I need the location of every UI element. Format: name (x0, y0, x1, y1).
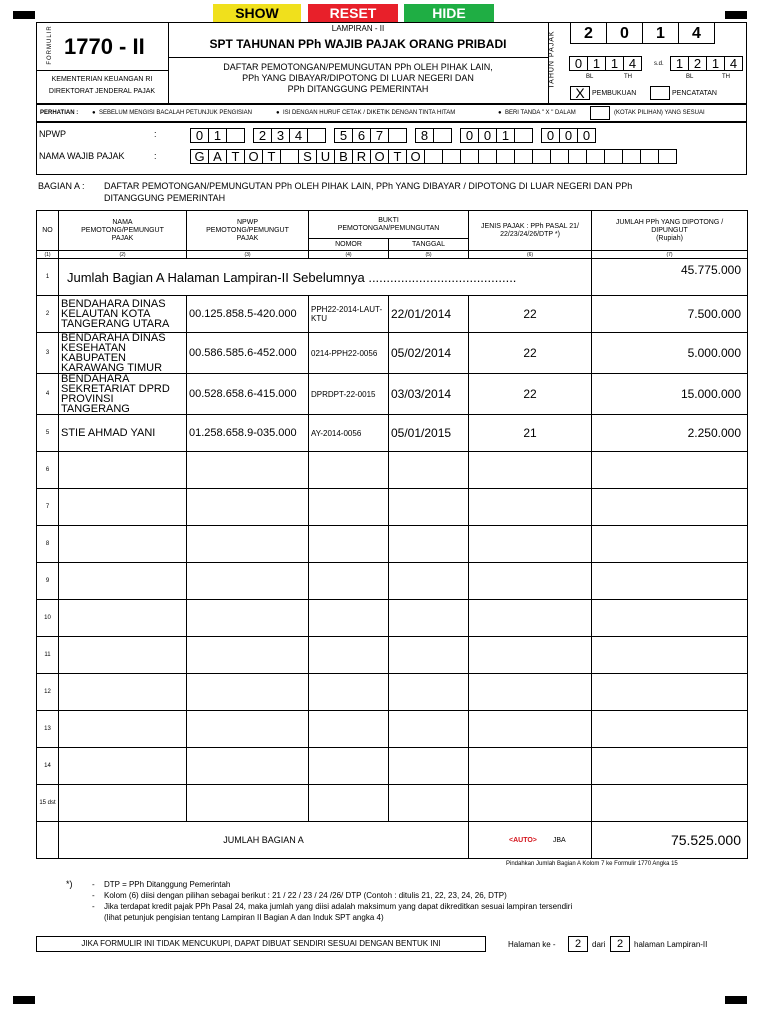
table-header-row (37, 211, 748, 239)
reset-button[interactable]: RESET (308, 4, 398, 22)
npwp-digit[interactable]: 4 (289, 128, 308, 143)
nama-char[interactable]: O (406, 149, 425, 164)
ministry-line1: KEMENTERIAN KEUANGAN RI (51, 76, 153, 83)
nama-char[interactable]: A (208, 149, 227, 164)
table-row (37, 333, 748, 374)
npwp-digit[interactable]: 1 (208, 128, 227, 143)
row-nama[interactable] (59, 711, 187, 748)
nama-char[interactable]: T (388, 149, 407, 164)
npwp-digit[interactable] (388, 128, 407, 143)
row-no: 12 (37, 674, 59, 711)
formulir-label: FORMULIR (47, 25, 53, 65)
row-nomor[interactable] (309, 785, 389, 822)
nama-char-boxes (190, 149, 676, 164)
header-jumlah (592, 211, 748, 251)
registration-mark-top-left (13, 11, 35, 19)
perhatian-item2: ● ISI DENGAN HURUF CETAK / DIKETIK DENGAN TINTA HITAM (276, 110, 456, 116)
registration-mark-bottom-left (13, 996, 35, 1004)
show-button[interactable]: SHOW (213, 4, 301, 22)
table-row (37, 674, 748, 711)
total-label: JUMLAH BAGIAN A (59, 822, 469, 859)
row-jenis[interactable] (469, 637, 592, 674)
nama-char[interactable] (550, 149, 569, 164)
jba-label: JBA (552, 836, 566, 844)
row-tanggal[interactable]: 05/01/2015 (389, 415, 469, 452)
footer-note-box: JIKA FORMULIR INI TIDAK MENCUKUPI, DAPAT DIBUAT SENDIRI SESUAI DENGAN BENTUK INI (36, 936, 486, 952)
pencatatan-checkbox[interactable] (650, 86, 670, 100)
perhatian-item2-text: ISI DENGAN HURUF CETAK / DIKETIK DENGAN TINTA HITAM (282, 110, 456, 116)
row-jumlah[interactable] (592, 748, 748, 785)
row-jenis[interactable] (469, 711, 592, 748)
perhatian-item3-text: BERI TANDA " X " DALAM (504, 110, 576, 116)
npwp-digit[interactable]: 8 (415, 128, 434, 143)
row-npwp[interactable] (187, 489, 309, 526)
header-jumlah-unit: (Rupiah) (656, 234, 683, 242)
nama-char[interactable] (640, 149, 659, 164)
bl-label-to: BL (686, 74, 694, 80)
row-npwp[interactable]: 01.258.658.9-035.000 (187, 415, 309, 452)
row-tanggal[interactable] (389, 526, 469, 563)
npwp-digit[interactable]: 2 (253, 128, 272, 143)
row-jenis[interactable] (469, 452, 592, 489)
row-no: 7 (37, 489, 59, 526)
notes-star: *) (66, 879, 73, 889)
row-nomor[interactable]: AY-2014-0056 (309, 415, 389, 452)
nama-char[interactable] (424, 149, 443, 164)
note-dash: - (92, 880, 95, 889)
row-no: 2 (37, 296, 59, 333)
note-dtp: DTP = PPh Ditanggung Pemerintah (104, 880, 231, 889)
row-tanggal[interactable] (389, 748, 469, 785)
perhatian-sample-box (590, 106, 610, 120)
row-jenis[interactable] (469, 785, 592, 822)
row-tanggal[interactable]: 03/03/2014 (389, 374, 469, 415)
row-tanggal[interactable] (389, 674, 469, 711)
row-jumlah[interactable] (592, 489, 748, 526)
table-body (37, 296, 748, 822)
registration-mark-top-right (725, 11, 747, 19)
bl-label-from: BL (586, 74, 594, 80)
page-title: SPT TAHUNAN PPh WAJIB PAJAK ORANG PRIBADI (209, 37, 507, 51)
table-row (37, 711, 748, 748)
total-amount[interactable]: 75.525.000 (592, 822, 748, 859)
row-nomor[interactable] (309, 489, 389, 526)
row-jenis[interactable] (469, 526, 592, 563)
nama-colon: : (154, 151, 157, 161)
header-tanggal: TANGGAL (389, 239, 469, 251)
table-row (37, 489, 748, 526)
row-nomor[interactable] (309, 711, 389, 748)
row-npwp[interactable] (187, 748, 309, 785)
npwp-digit[interactable]: 1 (496, 128, 515, 143)
row-nama[interactable] (59, 489, 187, 526)
row-no: 11 (37, 637, 59, 674)
table-row-previous-total (37, 259, 748, 296)
perhatian-label: PERHATIAN : (40, 110, 79, 116)
bagian-a-desc-line2: DITANGGUNG PEMERINTAH (104, 193, 226, 203)
perhatian-item4: (KOTAK PILIHAN) YANG SESUAI (614, 110, 705, 116)
period-from-digits (569, 56, 641, 71)
row-nama[interactable] (59, 563, 187, 600)
table-row (37, 415, 748, 452)
header-npwp: NPWP PEMOTONG/PEMUNGUT PAJAK (187, 211, 309, 251)
header-jumlah-text: JUMLAH PPh YANG DIPOTONG / DIPUNGUT (615, 218, 724, 234)
note-kredit-line2: (lihat petunjuk pengisian tentang Lampiran II Bagian A dan Induk SPT angka 4) (104, 913, 384, 922)
nama-char[interactable]: O (370, 149, 389, 164)
table-row (37, 452, 748, 489)
period-digit[interactable]: 2 (688, 56, 707, 71)
halaman-lampiran-label: halaman Lampiran-II (634, 940, 708, 949)
row-no: 13 (37, 711, 59, 748)
row-nomor[interactable]: 0214-PPH22-0056 (309, 333, 389, 374)
lampiran-label: LAMPIRAN - II (331, 24, 385, 33)
table-row (37, 296, 748, 333)
npwp-digit[interactable] (433, 128, 452, 143)
npwp-digit-boxes (190, 128, 595, 143)
subtitle-line1: DAFTAR PEMOTONGAN/PEMUNGUTAN PPh OLEH PIHAK LAIN, (223, 62, 493, 72)
period-separator: s.d. (654, 61, 664, 67)
header-no: NO (37, 211, 59, 251)
npwp-digit[interactable] (514, 128, 533, 143)
row-nama[interactable] (59, 748, 187, 785)
row-no: 5 (37, 415, 59, 452)
row-no: 3 (37, 333, 59, 374)
row-jumlah[interactable]: 2.250.000 (592, 415, 748, 452)
row-tanggal[interactable] (389, 489, 469, 526)
header-jenis: JENIS PAJAK : PPh PASAL 21/ 22/23/24/26/DTP *) (469, 211, 592, 251)
row-tanggal[interactable] (389, 563, 469, 600)
period-to-digits (670, 56, 742, 71)
bagian-a-label: BAGIAN A : (38, 181, 85, 191)
header-nama: NAMA PEMOTONG/PEMUNGUT PAJAK (59, 211, 187, 251)
header-bukti: BUKTI PEMOTONGAN/PEMUNGUTAN (309, 211, 469, 239)
row-npwp[interactable] (187, 785, 309, 822)
col-num: (4) (309, 251, 389, 259)
row-jumlah[interactable]: 7.500.000 (592, 296, 748, 333)
period-digit[interactable]: 4 (724, 56, 743, 71)
col-num: (6) (469, 251, 592, 259)
bagian-a-desc-line1: DAFTAR PEMOTONGAN/PEMUNGUTAN PPh OLEH PIHAK LAIN, PPh YANG DIBAYAR / DIPOTONG DI LUAR NEGERI DAN PPh (104, 181, 633, 191)
period-digit[interactable]: 1 (706, 56, 725, 71)
tahun-digit[interactable]: 2 (570, 22, 607, 44)
nama-char[interactable] (604, 149, 623, 164)
row-nomor[interactable] (309, 748, 389, 785)
nama-char[interactable]: B (334, 149, 353, 164)
auto-label[interactable]: <AUTO> (509, 836, 537, 844)
tahun-digit[interactable]: 4 (678, 22, 715, 44)
nama-char[interactable]: T (226, 149, 245, 164)
nama-char[interactable] (280, 149, 299, 164)
nama-char[interactable] (622, 149, 641, 164)
row-nama[interactable]: BENDAHARA SEKRETARIAT DPRD PROVINSI TANGERANG (59, 374, 187, 415)
row-nama[interactable]: BENDAHARA DINAS KELAUTAN KOTA TANGERANG UTARA (59, 296, 187, 333)
row-jenis[interactable] (469, 674, 592, 711)
nama-char[interactable] (658, 149, 677, 164)
perhatian-item1-text: SEBELUM MENGISI BACALAH PETUNJUK PENGISIAN (98, 110, 253, 116)
npwp-digit[interactable]: 7 (370, 128, 389, 143)
table-row (37, 563, 748, 600)
col-num: (1) (37, 251, 59, 259)
row-jumlah[interactable] (592, 452, 748, 489)
nama-char[interactable] (442, 149, 461, 164)
row-jumlah[interactable] (592, 637, 748, 674)
nama-char[interactable] (532, 149, 551, 164)
row-no: 15 dst (37, 785, 59, 822)
row-jumlah[interactable] (592, 711, 748, 748)
row-jenis[interactable] (469, 600, 592, 637)
nama-char[interactable] (460, 149, 479, 164)
nama-char[interactable] (496, 149, 515, 164)
total-no-cell (37, 822, 59, 859)
npwp-digit[interactable]: 0 (541, 128, 560, 143)
period-digit[interactable]: 1 (605, 56, 624, 71)
perhatian-item3: ● BERI TANDA " X " DALAM (498, 110, 576, 116)
nama-char[interactable] (568, 149, 587, 164)
row-jumlah[interactable] (592, 600, 748, 637)
header-nomor: NOMOR (309, 239, 389, 251)
row-npwp[interactable] (187, 711, 309, 748)
row-jenis[interactable]: 22 (469, 333, 592, 374)
row-tanggal[interactable] (389, 452, 469, 489)
npwp-digit[interactable]: 0 (460, 128, 479, 143)
nama-char[interactable]: R (352, 149, 371, 164)
row-npwp[interactable] (187, 563, 309, 600)
hide-button[interactable]: HIDE (404, 4, 494, 22)
row-no: 9 (37, 563, 59, 600)
row-jenis[interactable]: 21 (469, 415, 592, 452)
row-nama[interactable]: BENDARAHA DINAS KESEHATAN KABUPATEN KARAWANG TIMUR (59, 333, 187, 374)
halaman-ke-label: Halaman ke - (508, 940, 556, 949)
total-pages-box[interactable]: 2 (610, 936, 630, 952)
nama-char[interactable]: T (262, 149, 281, 164)
note-kolom: Kolom (6) diisi dengan pilihan sebagai berikut : 21 / 22 / 23 / 24 /26/ DTP (Contoh : ditulis 21, 22, 23, 24, 26, DTP) (104, 891, 507, 900)
row-npwp[interactable] (187, 600, 309, 637)
page-number-box[interactable]: 2 (568, 936, 588, 952)
nama-char[interactable]: S (298, 149, 317, 164)
period-digit[interactable]: 1 (670, 56, 689, 71)
nama-char[interactable]: U (316, 149, 335, 164)
row-jumlah[interactable]: 15.000.000 (592, 374, 748, 415)
row-nama[interactable] (59, 785, 187, 822)
npwp-digit[interactable]: 3 (271, 128, 290, 143)
col-num: (5) (389, 251, 469, 259)
row-jumlah[interactable] (592, 674, 748, 711)
row-npwp[interactable]: 00.125.858.5-420.000 (187, 296, 309, 333)
row-nama[interactable] (59, 526, 187, 563)
row-nomor[interactable] (309, 526, 389, 563)
row-nama[interactable] (59, 600, 187, 637)
row-npwp[interactable]: 00.586.585.6-452.000 (187, 333, 309, 374)
row-nama[interactable] (59, 674, 187, 711)
row-npwp[interactable]: 00.528.658.6-415.000 (187, 374, 309, 415)
row-tanggal[interactable] (389, 785, 469, 822)
th-label-from: TH (624, 74, 632, 80)
row-nomor[interactable] (309, 637, 389, 674)
row-jenis[interactable] (469, 489, 592, 526)
tahun-pajak-label: TAHUN PAJAK (548, 30, 556, 89)
subtitle-line2: PPh YANG DIBAYAR/DIPOTONG DI LUAR NEGERI DAN (242, 73, 474, 83)
period-digit[interactable]: 4 (623, 56, 642, 71)
row-nomor[interactable] (309, 674, 389, 711)
total-auto-cell (469, 822, 592, 859)
pindahkan-note: Pindahkan Jumlah Bagian A Kolom 7 ke Formulir 1770 Angka 15 (506, 861, 678, 867)
row-tanggal[interactable] (389, 637, 469, 674)
nama-char[interactable] (514, 149, 533, 164)
period-digit[interactable]: 1 (587, 56, 606, 71)
table-row (37, 600, 748, 637)
row-nomor[interactable]: DPRDPT-22-0015 (309, 374, 389, 415)
row-no: 14 (37, 748, 59, 785)
npwp-digit[interactable]: 0 (190, 128, 209, 143)
row-jumlah[interactable] (592, 785, 748, 822)
npwp-digit[interactable] (226, 128, 245, 143)
table-row (37, 526, 748, 563)
col-num: (3) (187, 251, 309, 259)
row-nama[interactable]: STIE AHMAD YANI (59, 415, 187, 452)
form-number: 1770 - II (64, 34, 145, 59)
tahun-pajak-digits (570, 22, 714, 44)
row-jenis[interactable] (469, 748, 592, 785)
note-kredit-line1: Jika terdapat kredit pajak PPh Pasal 24, maka jumlah yang diisi adalah maksimum yang dapat dikreditkan sesuai lampiran tersendiri (104, 902, 573, 911)
pembukuan-label: PEMBUKUAN (592, 90, 637, 97)
tahun-digit[interactable]: 1 (642, 22, 679, 44)
row-jenis[interactable] (469, 563, 592, 600)
npwp-digit[interactable]: 0 (577, 128, 596, 143)
ministry-line2: DIREKTORAT JENDERAL PAJAK (48, 88, 156, 95)
npwp-digit[interactable]: 6 (352, 128, 371, 143)
col-num: (2) (59, 251, 187, 259)
header-hline-mid (168, 57, 548, 58)
previous-total-amount[interactable]: 45.775.000 (592, 259, 748, 296)
dari-label: dari (592, 940, 606, 949)
row-jumlah[interactable]: 5.000.000 (592, 333, 748, 374)
npwp-digit[interactable]: 5 (334, 128, 353, 143)
npwp-digit[interactable]: 0 (478, 128, 497, 143)
row-tanggal[interactable]: 22/01/2014 (389, 296, 469, 333)
npwp-digit[interactable] (307, 128, 326, 143)
row-npwp[interactable] (187, 452, 309, 489)
note-dash: - (92, 891, 95, 900)
nama-char[interactable] (478, 149, 497, 164)
row-tanggal[interactable] (389, 711, 469, 748)
row-nama[interactable] (59, 452, 187, 489)
row-no: 4 (37, 374, 59, 415)
row-npwp[interactable] (187, 674, 309, 711)
row-npwp[interactable] (187, 526, 309, 563)
row-no: 1 (37, 259, 59, 296)
nama-char[interactable]: G (190, 149, 209, 164)
note-dash: - (92, 902, 95, 911)
row-no: 8 (37, 526, 59, 563)
table-row (37, 785, 748, 822)
previous-total-label: Jumlah Bagian A Halaman Lampiran-II Sebelumnya ......................................... (59, 259, 592, 296)
subtitle-line3: PPh DITANGGUNG PEMERINTAH (287, 84, 429, 94)
row-no: 6 (37, 452, 59, 489)
header-hline-left (36, 70, 168, 71)
nama-char[interactable] (586, 149, 605, 164)
table-row (37, 748, 748, 785)
npwp-digit[interactable]: 0 (559, 128, 578, 143)
row-npwp[interactable] (187, 637, 309, 674)
bagian-a-table (36, 210, 748, 859)
row-nama[interactable] (59, 637, 187, 674)
row-nomor[interactable]: PPH22-2014-LAUT-KTU (309, 296, 389, 333)
registration-mark-bottom-right (725, 996, 747, 1004)
table-total-row (37, 822, 748, 859)
row-jumlah[interactable] (592, 526, 748, 563)
perhatian-item1: ● SEBELUM MENGISI BACALAH PETUNJUK PENGISIAN (92, 110, 253, 116)
row-jenis[interactable]: 22 (469, 296, 592, 333)
row-tanggal[interactable] (389, 600, 469, 637)
table-row (37, 374, 748, 415)
tahun-digit[interactable]: 0 (606, 22, 643, 44)
npwp-label: NPWP (39, 129, 66, 139)
row-jumlah[interactable] (592, 563, 748, 600)
col-num: (7) (592, 251, 748, 259)
row-tanggal[interactable]: 05/02/2014 (389, 333, 469, 374)
row-nomor[interactable] (309, 452, 389, 489)
nama-char[interactable]: O (244, 149, 263, 164)
row-nomor[interactable] (309, 563, 389, 600)
npwp-colon: : (154, 129, 157, 139)
row-jenis[interactable]: 22 (469, 374, 592, 415)
column-number-row (37, 251, 748, 259)
table-row (37, 637, 748, 674)
row-no: 10 (37, 600, 59, 637)
row-nomor[interactable] (309, 600, 389, 637)
pembukuan-checkbox[interactable]: X (570, 86, 590, 100)
period-digit[interactable]: 0 (569, 56, 588, 71)
pencatatan-label: PENCATATAN (672, 90, 717, 97)
nama-label: NAMA WAJIB PAJAK (39, 151, 125, 161)
th-label-to: TH (722, 74, 730, 80)
